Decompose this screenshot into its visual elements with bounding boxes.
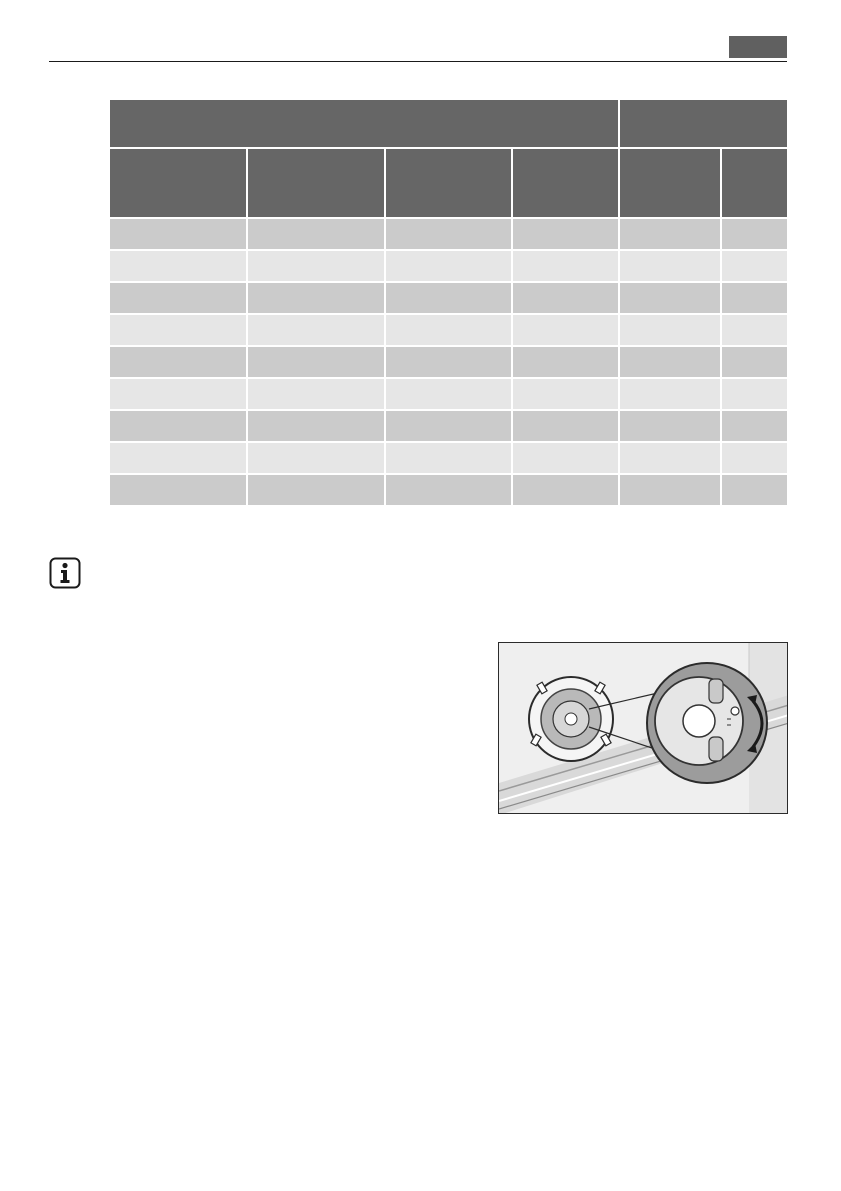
table-cell xyxy=(247,314,385,346)
table-cell xyxy=(512,218,619,250)
table-cell xyxy=(512,250,619,282)
table-cell xyxy=(385,378,512,410)
table-cell xyxy=(109,218,247,250)
table-cell xyxy=(512,282,619,314)
table-cell xyxy=(109,474,247,506)
table-column-header xyxy=(109,148,247,218)
small-dial xyxy=(529,677,613,761)
table-cell xyxy=(109,378,247,410)
table-column-header xyxy=(512,148,619,218)
table-cell xyxy=(721,474,788,506)
table-cell xyxy=(512,474,619,506)
table-cell xyxy=(109,346,247,378)
table-row xyxy=(109,378,788,410)
table-row xyxy=(109,282,788,314)
water-softener-dial-illustration xyxy=(498,642,788,814)
table-cell xyxy=(619,442,721,474)
table-group-header xyxy=(619,99,788,148)
table-cell xyxy=(385,346,512,378)
table-column-header xyxy=(385,148,512,218)
table-cell xyxy=(247,442,385,474)
table-cell xyxy=(619,282,721,314)
table-cell xyxy=(619,474,721,506)
table-row xyxy=(109,314,788,346)
table-row xyxy=(109,442,788,474)
table-cell xyxy=(721,410,788,442)
table-cell xyxy=(721,250,788,282)
table-cell xyxy=(247,250,385,282)
table-cell xyxy=(512,378,619,410)
table-cell xyxy=(109,314,247,346)
section-tab xyxy=(729,36,787,58)
table-cell xyxy=(385,410,512,442)
magnified-dial xyxy=(647,663,767,783)
table-group-header xyxy=(109,99,619,148)
table-cell xyxy=(619,314,721,346)
table-cell xyxy=(512,314,619,346)
table-cell xyxy=(721,218,788,250)
table-cell xyxy=(619,378,721,410)
header-rule xyxy=(49,61,787,62)
table-cell xyxy=(619,218,721,250)
table-cell xyxy=(247,346,385,378)
table-row xyxy=(109,346,788,378)
table-cell xyxy=(385,314,512,346)
table-cell xyxy=(247,410,385,442)
table-column-header xyxy=(721,148,788,218)
table-cell xyxy=(385,282,512,314)
table-cell xyxy=(512,346,619,378)
table-cell xyxy=(619,250,721,282)
table-cell xyxy=(512,442,619,474)
table-cell xyxy=(247,378,385,410)
table-cell xyxy=(619,410,721,442)
table-cell xyxy=(109,282,247,314)
table-cell xyxy=(109,250,247,282)
table-row xyxy=(109,474,788,506)
table-row xyxy=(109,250,788,282)
table-cell xyxy=(385,218,512,250)
table-cell xyxy=(512,410,619,442)
table-cell xyxy=(109,442,247,474)
table-column-header xyxy=(247,148,385,218)
table-cell xyxy=(385,474,512,506)
table-cell xyxy=(247,474,385,506)
table-cell xyxy=(721,378,788,410)
table-column-header xyxy=(619,148,721,218)
table-row xyxy=(109,410,788,442)
table-cell xyxy=(721,346,788,378)
table-cell xyxy=(385,442,512,474)
table-cell xyxy=(619,346,721,378)
table-cell xyxy=(721,282,788,314)
water-hardness-table xyxy=(108,98,789,507)
table-row xyxy=(109,218,788,250)
table-cell xyxy=(721,442,788,474)
table-cell xyxy=(109,410,247,442)
table-cell xyxy=(385,250,512,282)
table-cell xyxy=(247,218,385,250)
table-cell xyxy=(247,282,385,314)
info-icon xyxy=(49,557,81,589)
table-cell xyxy=(721,314,788,346)
